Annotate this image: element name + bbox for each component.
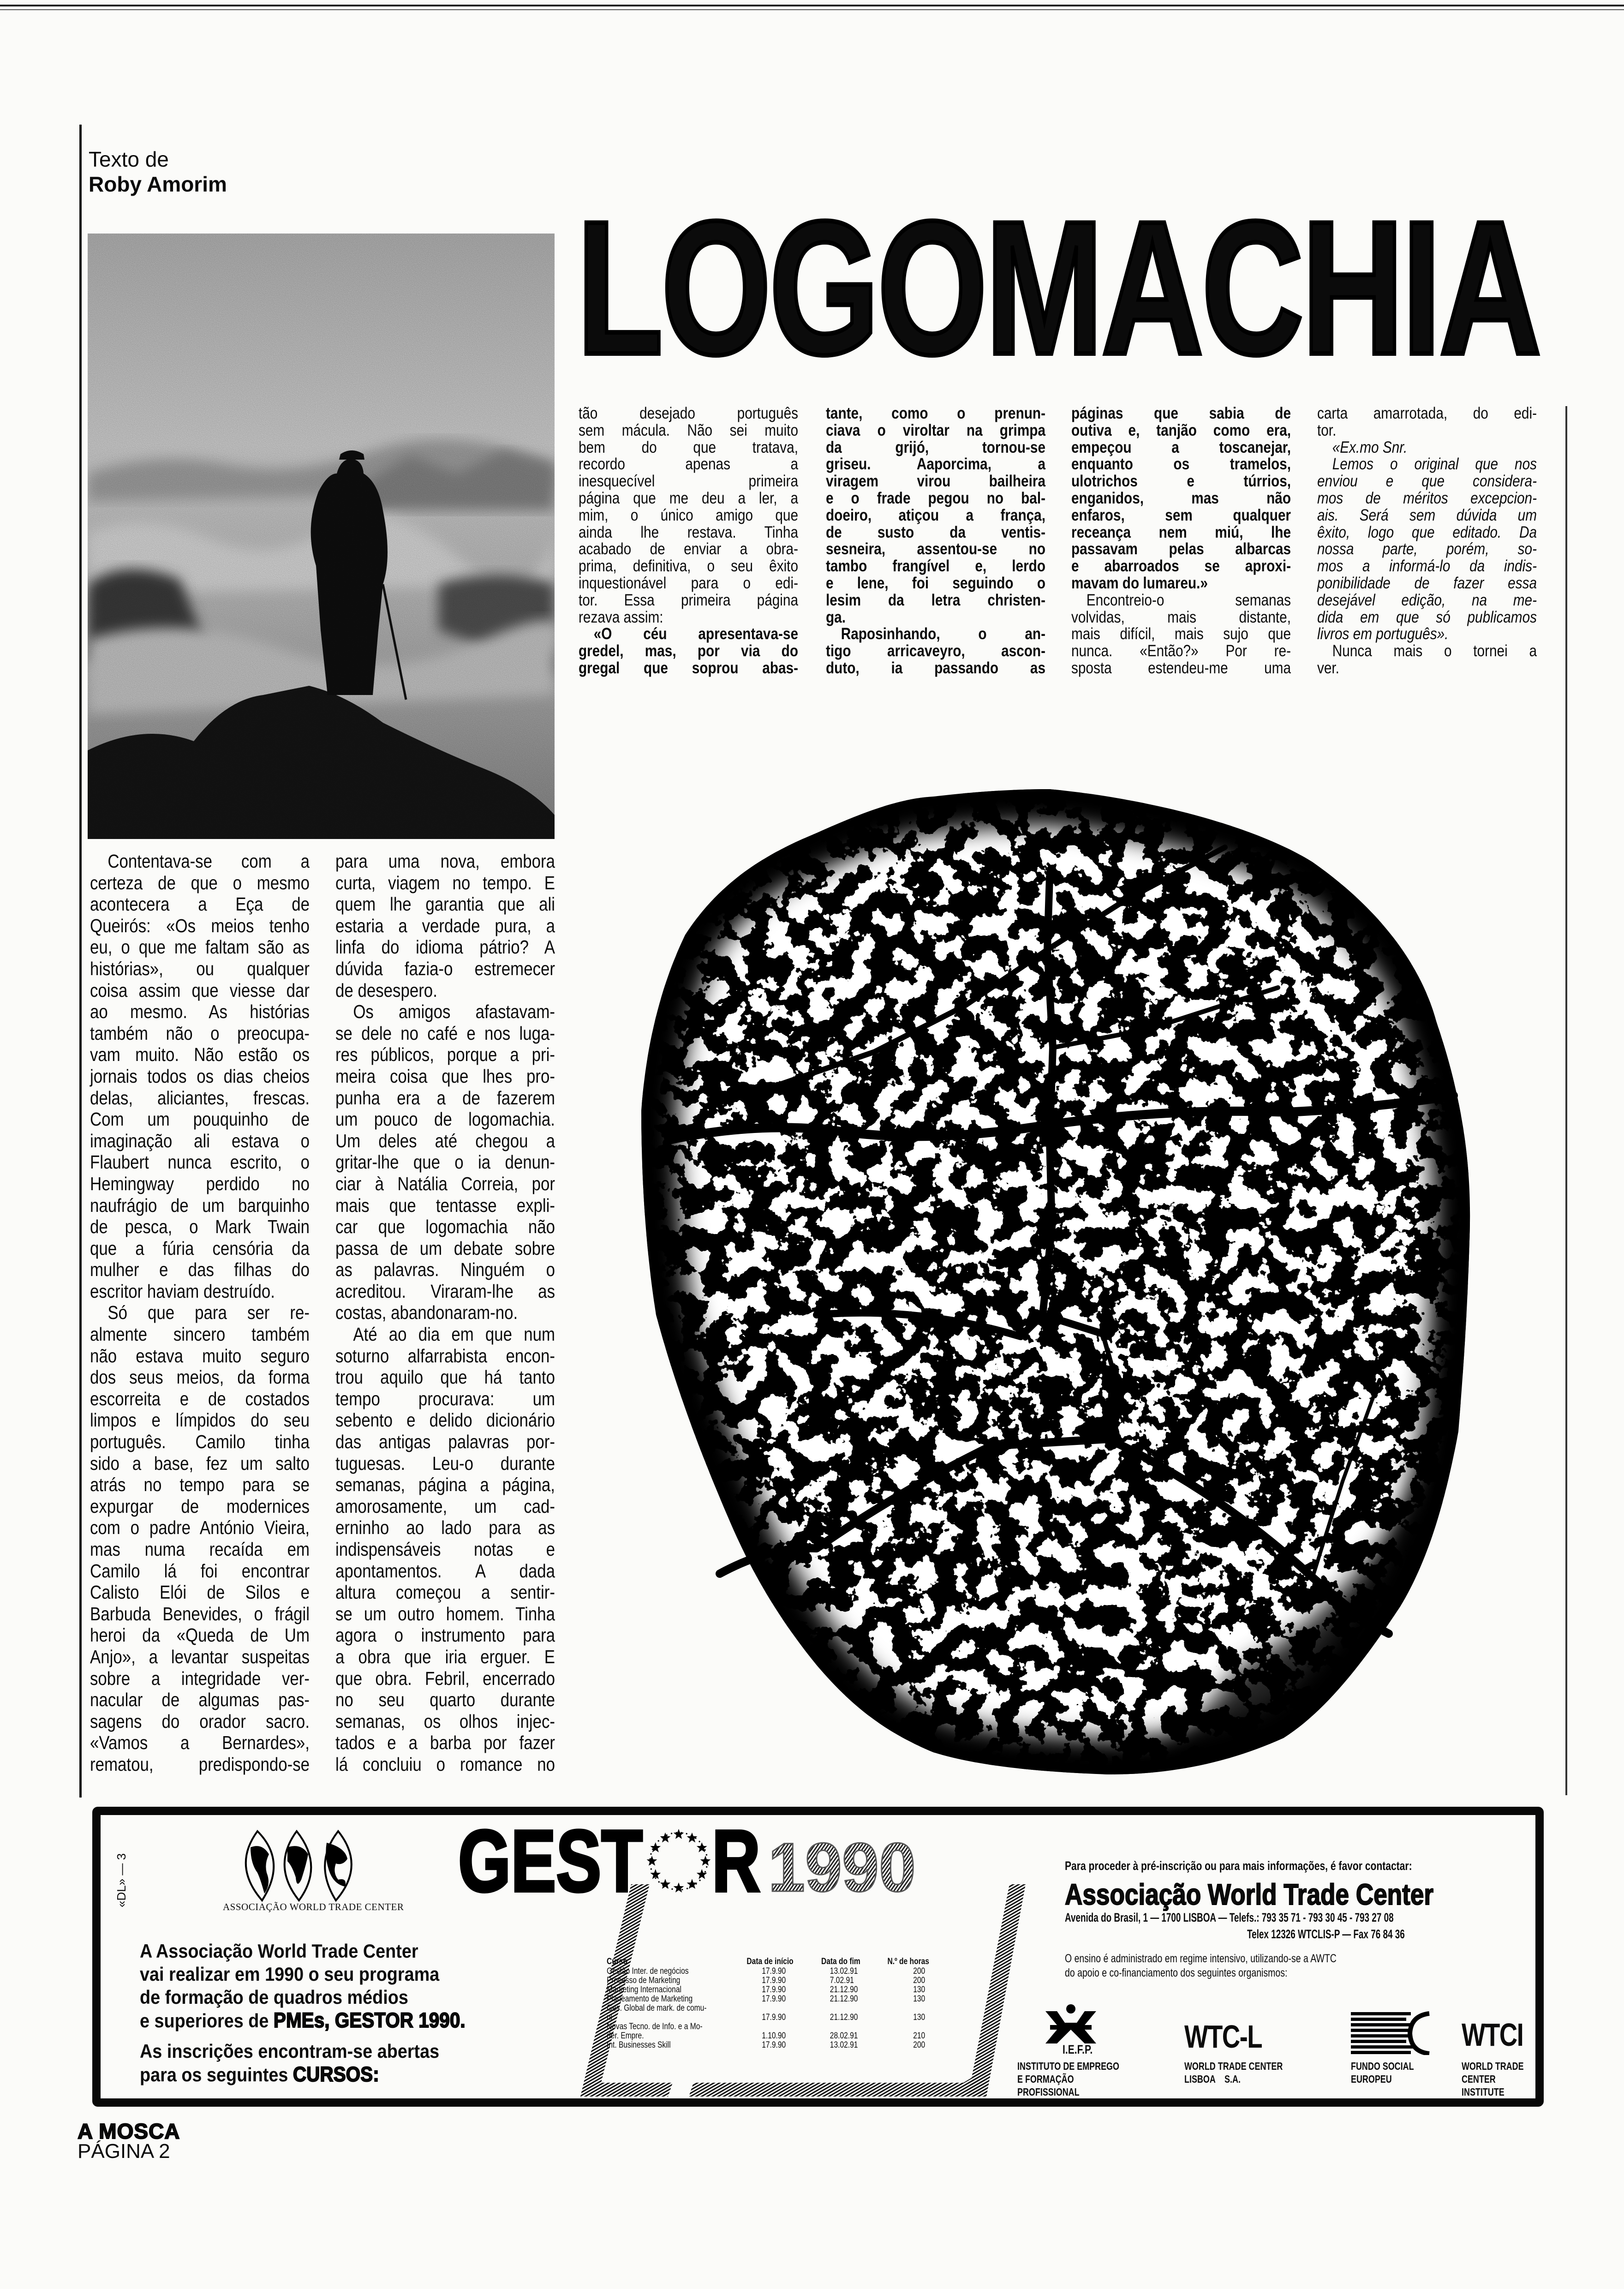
contact-intro: Para proceder à pré-inscrição ou para mais informações, é favor contactar: — [1065, 1859, 1412, 1873]
course-horas: 130 — [913, 1994, 925, 2004]
article-text-line: ciava o viroltar na grimpa — [826, 421, 1045, 439]
article-text-line: dida em que só publicamos — [1317, 608, 1537, 626]
ad-lead-line — [140, 2009, 466, 2032]
article-text-line: «O céu apresentava-se — [593, 625, 798, 643]
article-text-line: também não o preocupa- — [90, 1022, 310, 1044]
article-text-line: no seu quarto durante — [335, 1689, 555, 1711]
fse-caption-line: FUNDO SOCIAL — [1351, 2060, 1414, 2072]
iefp-figure-logo-icon — [1045, 2004, 1096, 2043]
ad-lead-line: A Associação World Trade Center — [140, 1940, 418, 1962]
course-inicio: 17.9.90 — [762, 1985, 786, 1995]
article-column-top-1 — [579, 405, 798, 677]
gestor-logo-text-r: R — [712, 1822, 760, 1900]
article-text-line: sposta estendeu-me uma — [1071, 659, 1291, 677]
cracked-mask-icon — [641, 789, 1472, 1777]
article-text-line: ais. Será sem dúvida um — [1317, 506, 1537, 524]
wtcl-caption-line: LISBOA S.A. — [1184, 2073, 1241, 2085]
article-text-line: recordo apenas a — [579, 455, 798, 473]
article-text-line: mulher e das filhas do — [90, 1259, 310, 1281]
article-text-line: enganidos, mas não — [1071, 489, 1291, 507]
article-text-line: dos seus meios, da forma — [90, 1366, 310, 1388]
article-text-line: de pesca, o Mark Twain — [90, 1216, 310, 1238]
wtcl-caption-line: WORLD TRADE CENTER — [1184, 2060, 1283, 2072]
table-header: Data do fim — [821, 1957, 860, 1966]
article-text-line: mos a informá-lo da indis- — [1317, 557, 1537, 575]
article-text-line: griseu. Aaporcima, a — [826, 455, 1045, 473]
article-text-line: car que logomachia não — [335, 1216, 555, 1238]
article-text-line: se um outro homem. Tinha — [335, 1603, 555, 1624]
article-text-line: trou aquilo que há tanto — [335, 1366, 555, 1388]
course-inicio: 17.9.90 — [762, 1966, 786, 1976]
article-text-line: das antigas palavras por- — [335, 1431, 555, 1453]
article-text-line: Um deles até chegou a — [335, 1130, 555, 1151]
iefp-caption — [1017, 2060, 1119, 2098]
article-text-line: tambo frangível e, lerdo — [826, 557, 1045, 575]
article-text-line: expurgar de modernices — [90, 1495, 310, 1517]
wtci-caption — [1462, 2060, 1524, 2098]
article-text-line: tados e a barba por fazer — [335, 1732, 555, 1754]
article-text-line: meira coisa que lhes pro- — [335, 1065, 555, 1087]
top-rule-secondary — [0, 9, 1624, 10]
article-text-line: dúvida fazia-o estremecer — [335, 958, 555, 979]
course-fim: 7.02.91 — [830, 1976, 854, 1985]
ad-lead-line: de formação de quadros médios — [140, 1986, 408, 2008]
article-text-line: Calisto Elói de Silos e — [90, 1582, 310, 1603]
ad-lead-strong: PMEs, GESTOR 1990. — [273, 2008, 466, 2032]
course-name: der. Empre. — [607, 2031, 644, 2041]
ad-reference-code: «DL» — 3 — [114, 1853, 128, 1907]
wtcl-logo: WTC-L — [1184, 2019, 1262, 2055]
fundo-social-europeu-logo-icon — [1351, 2011, 1432, 2055]
article-column-bottom-1 — [90, 851, 310, 1775]
ad-inscricoes-line — [140, 2063, 466, 2086]
article-text-line: gritar-lhe que o ia denun- — [335, 1151, 555, 1173]
article-text-line: Hemingway perdido no — [90, 1173, 310, 1194]
article-text-line: lesim da letra christen- — [826, 591, 1045, 609]
course-horas: 210 — [913, 2031, 925, 2041]
page-footer — [78, 2121, 180, 2162]
world-trade-center-globe-logo-icon — [218, 1829, 375, 1903]
iefp-caption-line: PROFISSIONAL — [1017, 2086, 1080, 2098]
fse-caption-line: EUROPEU — [1351, 2073, 1392, 2085]
article-text-line: mos de méritos excepcion- — [1317, 489, 1537, 507]
ensino-line: O ensino é administrado em regime intensivo, utilizando-se a AWTC — [1065, 1952, 1337, 1965]
article-column-top-4 — [1317, 405, 1537, 677]
article-text-line: Os amigos afastavam- — [353, 1001, 555, 1023]
article-text-line: jornais todos os dias cheios — [90, 1065, 310, 1087]
article-frame-left — [79, 125, 82, 1798]
article-text-line: a obra que iria erguer. E — [335, 1646, 555, 1667]
ad-lead-normal: e superiores de — [140, 2010, 274, 2031]
course-name: Ges. Global de mark. de comu- — [607, 2003, 707, 2013]
course-fim: 28.02.91 — [830, 2031, 858, 2041]
article-text-line: escritor haviam destruído. — [90, 1280, 275, 1302]
article-text-line: e lene, foi seguindo o — [826, 574, 1045, 592]
article-text-line: gredel, mas, por via do — [579, 642, 798, 660]
wanderer-painting-icon — [88, 234, 555, 839]
article-text-line: semanas, os olhos injec- — [335, 1710, 555, 1732]
article-text-line: sem mácula. Não sei muito — [579, 421, 798, 439]
article-text-line: tigo arricaveyro, ascon- — [826, 642, 1045, 660]
article-text-line: nacular de algumas pas- — [90, 1689, 310, 1711]
article-text-line: de susto da ventis- — [826, 523, 1045, 541]
course-name: Marketing Internacional — [607, 1985, 681, 1995]
article-frame-right — [1565, 406, 1567, 1795]
article-text-line: português. Camilo tinha — [90, 1431, 310, 1453]
article-text-line: rematou, predispondo-se — [90, 1753, 310, 1775]
article-text-line: desejável edição, na me- — [1317, 591, 1537, 609]
star-icon — [697, 1842, 707, 1852]
star-icon — [660, 1833, 671, 1843]
wtci-logo: WTCI — [1462, 2017, 1523, 2053]
article-text-line: ciar à Natália Correia, por — [335, 1173, 555, 1194]
article-text-line: empeçou a toscanejar, — [1071, 438, 1291, 456]
article-text-line: «Vamos a Bernardes», — [90, 1732, 310, 1754]
article-text-line: tuguesas. Leu-o durante — [335, 1452, 555, 1474]
article-text-line: indispensáveis notas e — [335, 1539, 555, 1560]
article-text-line: sesneira, assentou-se no — [826, 540, 1045, 558]
article-text-line: acreditou. Viraram-lhe as — [335, 1280, 555, 1302]
article-text-line: carta amarrotada, do edi- — [1317, 404, 1537, 422]
article-text-line: erninho ao lado para as — [335, 1517, 555, 1539]
article-text-line: soturno alfarrabista encon- — [335, 1345, 555, 1366]
article-text-line: eu, o que me faltam são as — [90, 936, 310, 958]
contact-organization: Associação World Trade Center — [1065, 1878, 1434, 1911]
article-text-line: Contentava-se com a — [107, 851, 310, 872]
article-text-line: histórias», ou qualquer — [90, 958, 310, 979]
article-text-line: sebento e delido dicionário — [335, 1409, 555, 1431]
article-text-line: Barbuda Benevides, o frágil — [90, 1603, 310, 1624]
ensino-line: do apoio e co-financiamento dos seguintes organismos: — [1065, 1966, 1288, 1979]
byline-prefix: Texto de — [89, 147, 169, 171]
article-text-line: e abarroados se aproxi- — [1071, 557, 1291, 575]
article-text-line: coisa assim que viesse dar — [90, 979, 310, 1001]
article-text-line: mais difícil, mais sujo que — [1071, 625, 1291, 643]
article-text-line: rezava assim: — [579, 608, 663, 626]
article-text-line: ver. — [1317, 659, 1339, 677]
byline-author: Roby Amorim — [89, 172, 227, 196]
article-text-line: sagens do orador sacro. — [90, 1710, 310, 1732]
article-text-line: e o frade pegou no bal- — [826, 489, 1045, 507]
article-text-line: atrás no tempo para se — [90, 1474, 310, 1496]
article-text-line: sido a base, fez um salto — [90, 1452, 310, 1474]
article-text-line: doeiro, atiçou a frança, — [826, 506, 1045, 524]
gestor-logo-text: GEST — [458, 1822, 643, 1900]
article-text-line: tão desejado português — [579, 404, 798, 422]
article-text-line: ulotrichos e túrrios, — [1071, 472, 1291, 491]
article-text-line: certeza de que o mesmo — [90, 872, 310, 893]
course-fim: 21.12.90 — [830, 1994, 858, 2004]
table-header: Curso — [607, 1957, 628, 1966]
article-text-line: passa de um debate sobre — [335, 1237, 555, 1259]
article-text-line: Lemos o original que nos — [1332, 455, 1537, 473]
ad-inscricoes-strong: CURSOS: — [293, 2062, 379, 2086]
star-icon — [674, 1829, 684, 1839]
article-text-line: outiva e, tanjão como era, — [1071, 421, 1291, 439]
article-text-line: inesquecível primeira — [579, 472, 798, 491]
gestor-logo-year: 1990 — [768, 1828, 916, 1900]
article-text-line: ponibilidade de fazer essa — [1317, 574, 1537, 592]
article-column-bottom-2 — [335, 851, 555, 1775]
article-text-line: viragem virou bailheira — [826, 472, 1045, 491]
wtci-caption-line: INSTITUTE — [1462, 2086, 1505, 2098]
ad-inscricoes-normal: para os seguintes — [140, 2064, 293, 2085]
ad-inscricoes-line: As inscrições encontram-se abertas — [140, 2040, 440, 2062]
iefp-caption-line: INSTITUTO DE EMPREGO — [1017, 2060, 1119, 2072]
course-inicio: 17.9.90 — [762, 2040, 786, 2050]
star-icon — [700, 1856, 711, 1866]
wtci-caption-line: CENTER — [1462, 2073, 1496, 2085]
article-text-line: não estava muito seguro — [90, 1345, 310, 1366]
article-text-line: se dele no café e nos luga- — [335, 1022, 555, 1044]
courses-table — [607, 1957, 929, 2059]
article-text-line: nossa parte, porém, so- — [1317, 540, 1537, 558]
article-text-line: imaginação ali estava o — [90, 1130, 310, 1151]
article-text-line: página que me deu a ler, a — [579, 489, 798, 507]
article-column-top-3 — [1071, 405, 1291, 677]
article-text-line: mavam do lumareu.» — [1071, 574, 1208, 592]
course-inicio: 17.9.90 — [762, 2013, 786, 2022]
course-horas: 130 — [913, 1985, 925, 1995]
article-text-line: tante, como o prenun- — [826, 404, 1045, 422]
table-header: Data de início — [746, 1957, 794, 1966]
article-text-line: as palavras. Ninguém o — [335, 1259, 555, 1281]
course-horas: 200 — [913, 1976, 925, 1985]
course-fim: 21.12.90 — [830, 2013, 858, 2022]
article-text-line: tempo procurava: um — [335, 1388, 555, 1409]
star-icon — [647, 1856, 657, 1866]
article-text-line: Com um pouquinho de — [90, 1109, 310, 1130]
course-horas: 200 — [913, 1966, 925, 1976]
article-text-line: Queirós: «Os meios tenho — [90, 915, 310, 936]
article-text-line: limpos e límpidos do seu — [90, 1409, 310, 1431]
article-text-line: punha era a de fazerem — [335, 1087, 555, 1109]
course-inicio: 17.9.90 — [762, 1976, 786, 1985]
article-text-line: enfaros, sem qualquer — [1071, 506, 1291, 524]
byline — [89, 147, 227, 197]
course-name: Gestão Inter. de negócios — [607, 1966, 689, 1976]
article-text-line: com o padre António Vieira, — [90, 1517, 310, 1539]
article-text-line: apontamentos. A dada — [335, 1560, 555, 1582]
article-text-line: ga. — [826, 608, 846, 626]
article-text-line: êxito, logo que editado. Da — [1317, 523, 1537, 541]
article-text-line: amorosamente, um cad- — [335, 1495, 555, 1517]
article-text-line: curta, viagem no tempo. E — [335, 872, 555, 893]
ensino-text — [1065, 1952, 1337, 1980]
wtcl-caption — [1184, 2060, 1283, 2085]
article-text-line: bem do que tratava, — [579, 438, 798, 456]
article-text-line: prima, definitiva, o seu êxito — [579, 557, 798, 575]
course-inicio: 17.9.90 — [762, 1994, 786, 2004]
article-text-line: linfa do idioma pátrio? A — [335, 936, 555, 958]
article-column-top-2 — [826, 405, 1045, 677]
article-text-line: naufrágio de um barquinho — [90, 1194, 310, 1216]
article-text-line: nunca. «Então?» Por re- — [1071, 642, 1291, 660]
iefp-caption-line: E FORMAÇÃO — [1017, 2073, 1074, 2085]
star-icon — [650, 1842, 661, 1852]
article-text-line: almente sincero também — [90, 1324, 310, 1345]
article-text-line: semanas, página a página, — [335, 1474, 555, 1496]
article-text-line: Camilo lá foi encontrar — [90, 1560, 310, 1582]
article-text-line: delas, aliciantes, frescas. — [90, 1087, 310, 1109]
article-text-line: ainda lhe restava. Tinha — [579, 523, 798, 541]
table-header: N.º de horas — [887, 1957, 929, 1966]
contact-telex-fax: Telex 12326 WTCLIS-P — Fax 76 84 36 — [1247, 1927, 1405, 1941]
article-text-line: tor. Essa primeira página — [579, 591, 798, 609]
article-text-line: volvidas, mais distante, — [1071, 608, 1291, 626]
article-text-line: altura começou a sentir- — [335, 1582, 555, 1603]
page-number: PÁGINA 2 — [78, 2140, 170, 2163]
article-text-line: res públicos, porque a pri- — [335, 1044, 555, 1066]
org-logo-caption: ASSOCIAÇÃO WORLD TRADE CENTER — [223, 1901, 404, 1912]
article-text-line: sobre a integridade ver- — [90, 1667, 310, 1689]
article-text-line: enviou e que considera- — [1317, 472, 1537, 491]
article-text-line: Só que para ser re- — [107, 1302, 310, 1324]
article-text-line: vam muito. Não estão os — [90, 1044, 310, 1066]
course-name: Processo de Marketing — [607, 1976, 681, 1985]
article-text-line: Encontreio-o semanas — [1086, 591, 1291, 609]
article-text-line: mim, o único amigo que — [579, 506, 798, 524]
article-text-line: um pouco de logomachia. — [335, 1109, 555, 1130]
course-name: Int. Businesses Skill — [607, 2040, 671, 2050]
article-text-line: agora o instrumento para — [335, 1624, 555, 1646]
article-text-line: duto, ia passando as — [826, 659, 1045, 677]
article-text-line: Anjo», a levantar suspeitas — [90, 1646, 310, 1667]
article-text-line: enquanto os tramelos, — [1071, 455, 1291, 473]
article-text-line: da grijó, tornou-se — [826, 438, 1045, 456]
article-text-line: mas numa recaída em — [90, 1539, 310, 1560]
article-text-line: mais que tentasse expli- — [335, 1194, 555, 1216]
course-fim: 13.02.91 — [830, 2040, 858, 2050]
article-text-line: tor. — [1317, 421, 1337, 439]
article-text-line: Flaubert nunca escrito, o — [90, 1151, 310, 1173]
gestor-1990-advertisement — [92, 1807, 1544, 2107]
article-text-line: de desespero. — [335, 979, 437, 1001]
top-rule — [0, 5, 1624, 6]
article-text-line: livros em português». — [1317, 625, 1449, 643]
article-text-line: Raposinhando, o an- — [841, 625, 1045, 643]
course-horas: 130 — [913, 2013, 925, 2022]
article-text-line: páginas que sabia de — [1071, 404, 1291, 422]
article-text-line: receança nem miú, lhe — [1071, 523, 1291, 541]
star-icon — [687, 1833, 698, 1843]
article-text-line: que obra. Febril, encerrado — [335, 1667, 555, 1689]
fse-caption — [1351, 2060, 1414, 2085]
iefp-mark: I.E.F.P. — [1063, 2043, 1093, 2056]
article-text-line: «Ex.mo Snr. — [1332, 438, 1408, 456]
wtci-caption-line: WORLD TRADE — [1462, 2060, 1524, 2072]
article-text-line: ao mesmo. As histórias — [90, 1001, 310, 1023]
article-text-line: lá concluiu o romance no — [335, 1753, 555, 1775]
article-title: LOGOMACHIA — [577, 182, 1540, 394]
article-text-line: para uma nova, embora — [335, 851, 555, 872]
article-text-line: Nunca mais o tornei a — [1332, 642, 1537, 660]
course-name: ni. — [607, 2013, 615, 2022]
article-text-line: passavam pelas albarcas — [1071, 540, 1291, 558]
course-fim: 21.12.90 — [830, 1985, 858, 1995]
course-inicio: 1.10.90 — [762, 2031, 786, 2041]
ad-lead-line: vai realizar em 1990 o seu programa — [140, 1963, 440, 1985]
article-text-line: inquestionável para o edi- — [579, 574, 798, 592]
article-text-line: quem lhe garantia que ali — [335, 893, 555, 915]
article-text-line: acontecera a Eça de — [90, 893, 310, 915]
publication-name: A MOSCA — [78, 2119, 180, 2143]
article-text-line: gregal que soprou abas- — [579, 659, 798, 677]
article-text-line: escorreita e de costados — [90, 1388, 310, 1409]
article-text-line: costas, abandonaram-no. — [335, 1302, 518, 1324]
star-icon — [697, 1869, 707, 1879]
contact-address: Avenida do Brasil, 1 — 1700 LISBOA — Telefs.: 793 35 71 - 793 30 45 - 793 27 08 — [1065, 1911, 1394, 1924]
article-text-line: acabado de enviar a obra- — [579, 540, 798, 558]
article-text-line: Até ao dia em que num — [353, 1324, 555, 1345]
course-horas: 200 — [913, 2040, 925, 2050]
ad-lead-text — [140, 1940, 466, 2086]
article-text-line: heroi da «Queda de Um — [90, 1624, 310, 1646]
course-name: Planeamento de Marketing — [607, 1994, 693, 2004]
course-name: Novas Tecno. de Info. e a Mo- — [607, 2022, 703, 2031]
article-text-line: que a fúria censória da — [90, 1237, 310, 1259]
article-text-line: estaria a verdade pura, a — [335, 915, 555, 936]
course-fim: 13.02.91 — [830, 1966, 858, 1976]
eu-stars-ring-icon — [650, 1833, 707, 1890]
